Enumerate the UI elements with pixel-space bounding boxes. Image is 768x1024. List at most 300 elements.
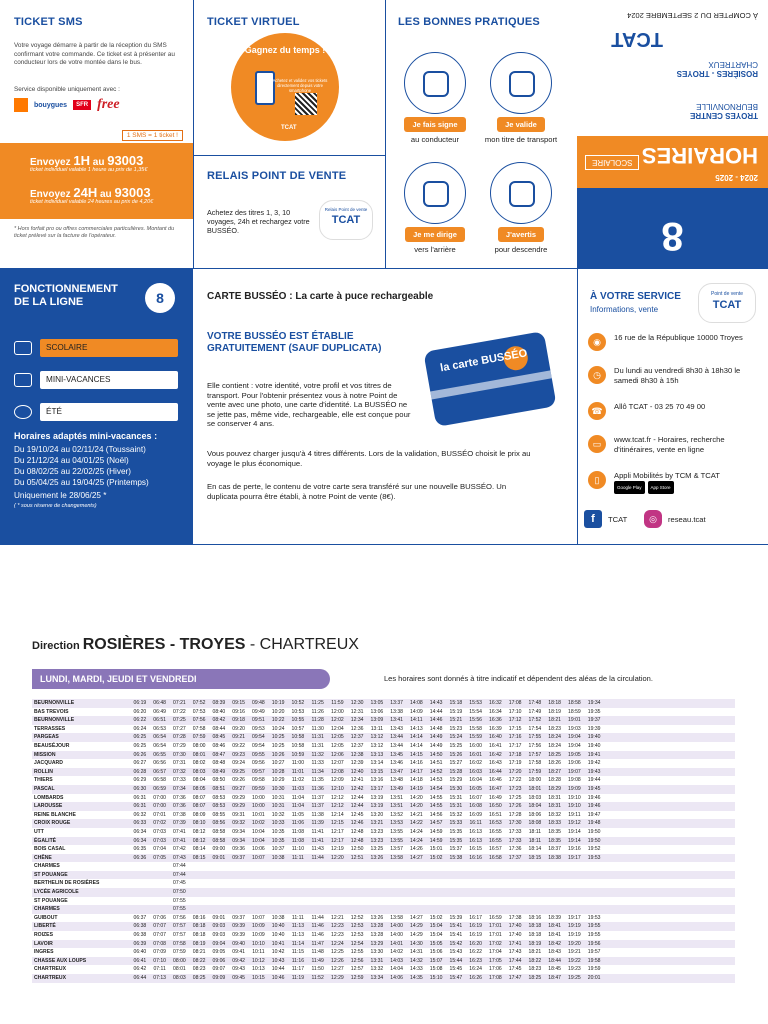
departure-time: 17:57 — [528, 751, 542, 758]
timetable — [32, 699, 735, 983]
departure-time: 08:18 — [192, 932, 206, 939]
departure-time: 14:53 — [429, 777, 443, 784]
departure-time: 08:48 — [212, 760, 226, 767]
departure-time: 16:47 — [489, 785, 502, 792]
stop-name: GUIBOUT — [34, 914, 58, 921]
departure-time: 13:29 — [370, 940, 384, 947]
horaires-box — [577, 136, 768, 188]
sms-orange-box — [0, 143, 193, 219]
departure-time: 18:18 — [528, 932, 542, 939]
departure-time: 16:20 — [469, 940, 482, 947]
departure-time: 16:01 — [469, 751, 482, 758]
departure-time: 19:53 — [587, 854, 601, 861]
departure-time: 09:29 — [232, 803, 245, 810]
departure-time: 09:42 — [232, 957, 245, 964]
votre-service-panel — [578, 269, 768, 544]
departure-time — [387, 897, 407, 906]
departure-time: 09:00 — [212, 846, 226, 853]
departure-time: 14:14 — [410, 734, 423, 741]
timetable-row — [32, 862, 735, 871]
departure-time: 17:37 — [508, 854, 522, 861]
departure-time: 13:52 — [390, 811, 403, 818]
departure-time — [505, 888, 525, 897]
horaires-title: HORAIRES — [641, 143, 758, 168]
departure-time: 11:19 — [291, 975, 305, 981]
departure-time: 10:24 — [271, 725, 285, 732]
timetable-row — [32, 965, 735, 974]
departure-time: 17:43 — [508, 949, 522, 956]
period: Du 08/02/25 au 22/02/25 (Hiver) — [14, 467, 131, 476]
departure-time — [387, 871, 407, 880]
departure-time — [308, 905, 328, 914]
departure-time — [130, 879, 150, 888]
departure-time — [486, 897, 506, 906]
departure-time: 18:31 — [548, 794, 561, 801]
departure-time — [466, 871, 486, 880]
period: Uniquement le 28/06/25 * — [14, 491, 107, 500]
facebook-link[interactable]: f TCAT — [584, 510, 627, 528]
departure-time: 11:17 — [291, 966, 305, 973]
departure-time: 08:50 — [212, 777, 226, 784]
departure-time — [565, 888, 585, 897]
departure-time: 18:03 — [528, 794, 542, 801]
departure-time: 16:46 — [489, 777, 502, 784]
departure-time: 12:50 — [350, 846, 364, 853]
departure-time — [189, 888, 209, 897]
departure-time: 18:28 — [548, 777, 561, 784]
departure-time — [407, 897, 427, 906]
pencil-icon — [14, 341, 32, 355]
departure-time — [486, 871, 506, 880]
departure-time: 19:42 — [587, 760, 601, 767]
departure-time: 15:21 — [449, 717, 463, 724]
departure-time: 12:30 — [350, 700, 364, 706]
departure-time: 13:51 — [390, 803, 403, 810]
departure-time: 10:02 — [252, 820, 265, 827]
departure-time: 12:21 — [331, 914, 344, 921]
departure-time: 17:01 — [489, 932, 502, 939]
departure-time: 12:14 — [331, 811, 344, 818]
departure-time — [486, 879, 506, 888]
departure-time: 08:45 — [212, 734, 226, 741]
google-play-badge[interactable]: Google Play — [614, 481, 645, 495]
departure-time: 12:10 — [331, 785, 344, 792]
departure-time: 14:00 — [390, 932, 403, 939]
app-store-badge[interactable]: App Store — [648, 481, 674, 495]
instagram-link[interactable]: ◎ reseau.tcat — [644, 510, 706, 528]
departure-time — [367, 897, 387, 906]
departure-time: 14:18 — [410, 777, 423, 784]
departure-time: 19:53 — [587, 914, 601, 921]
departure-time: 11:04 — [291, 794, 305, 801]
departure-time: 19:09 — [568, 785, 581, 792]
departure-time: 17:19 — [508, 760, 522, 767]
departure-time: 10:42 — [271, 949, 285, 956]
departure-time: 10:46 — [271, 975, 285, 981]
departure-time — [308, 862, 328, 871]
carte-paragraph-1: Elle contient : votre identité, votre profil et vos titres de transport. Pour l'obtenir présentez vous à notre Point de vente avec une photo, une carte d'identité. La BUSSÉO ne se jette pas, même vide, rechargeable, elle est conçue pour se conserver 4 ans. — [207, 381, 411, 428]
departure-time: 13:51 — [390, 794, 403, 801]
ticket-sms-panel — [0, 0, 193, 268]
departure-time: 09:31 — [232, 811, 245, 818]
departure-time — [249, 897, 269, 906]
departure-time: 19:19 — [568, 923, 581, 930]
stop-name: LAVOIR — [34, 940, 53, 947]
departure-time: 19:25 — [568, 975, 581, 981]
departure-time — [328, 888, 348, 897]
departure-time: 14:29 — [410, 923, 423, 930]
departure-time: 08:55 — [212, 811, 226, 818]
departure-time — [347, 897, 367, 906]
departure-time: 14:20 — [410, 803, 423, 810]
departure-time: 07:09 — [153, 949, 166, 956]
departure-time: 12:42 — [350, 785, 364, 792]
departure-time: 14:32 — [410, 957, 423, 964]
departure-time — [466, 888, 486, 897]
departure-time: 08:00 — [192, 742, 206, 749]
fonctionnement-panel — [0, 269, 193, 544]
departure-time: 06:25 — [133, 734, 147, 741]
departure-time: 17:06 — [489, 966, 502, 973]
departure-time: 17:44 — [508, 957, 522, 964]
departure-time: 15:25 — [449, 742, 463, 749]
departure-time: 18:04 — [528, 803, 542, 810]
departure-time: 16:51 — [489, 811, 502, 818]
departure-time: 18:01 — [528, 785, 542, 792]
departure-time: 07:30 — [173, 751, 186, 758]
departure-time: 07:59 — [192, 734, 206, 741]
departure-time: 07:56 — [192, 717, 206, 724]
service-phone[interactable]: ☎ Allô TCAT - 03 25 70 49 00 — [588, 402, 764, 420]
departure-time: 19:14 — [568, 828, 581, 835]
departure-time: 09:41 — [232, 949, 245, 956]
departure-time: 08:53 — [212, 803, 226, 810]
departure-time: 11:34 — [311, 768, 324, 775]
stop-name: JACQUARD — [34, 760, 63, 767]
departure-time: 12:20 — [331, 854, 344, 861]
departure-time: 12:53 — [350, 923, 364, 930]
departure-time: 14:14 — [410, 742, 423, 749]
timetable-row — [32, 914, 735, 923]
departure-time: 18:37 — [548, 846, 561, 853]
departure-time: 13:26 — [370, 854, 384, 861]
departure-time: 09:07 — [212, 966, 226, 973]
departure-time: 07:41 — [173, 828, 186, 835]
departure-time: 06:31 — [133, 794, 147, 801]
departure-time: 12:56 — [350, 957, 364, 964]
service-web[interactable]: ▭ www.tcat.fr - Horaires, recherche d'itinéraires, vente en ligne — [588, 435, 764, 454]
departure-time: 09:03 — [212, 923, 226, 930]
sms-line-2-sub: ticket individuel valable 24 heures au prix de 4,20€ — [30, 199, 154, 205]
departure-time — [209, 888, 229, 897]
departure-time: 18:24 — [548, 734, 561, 741]
departure-time: 10:09 — [252, 923, 265, 930]
departure-time: 11:49 — [311, 957, 324, 964]
departure-time: 11:25 — [311, 700, 324, 706]
timetable-row — [32, 759, 735, 768]
relais-text: Achetez des titres 1, 3, 10 voyages, 24h et rechargez votre BUSSÉO. — [207, 208, 310, 235]
departure-time: 15:43 — [449, 949, 463, 956]
timetable-row — [32, 776, 735, 785]
departure-time: 12:31 — [350, 708, 364, 715]
departure-time: 13:12 — [370, 742, 384, 749]
departure-time: 10:27 — [271, 760, 285, 767]
departure-time: 09:53 — [252, 725, 265, 732]
departure-time: 07:33 — [173, 777, 186, 784]
departure-time: 11:46 — [311, 932, 324, 939]
departure-time — [150, 871, 170, 880]
departure-time: 06:34 — [133, 828, 147, 835]
departure-time: 17:55 — [528, 734, 542, 741]
departure-time: 18:58 — [568, 700, 581, 706]
departure-time: 10:10 — [252, 940, 265, 947]
departure-time: 11:05 — [291, 811, 305, 818]
departure-time: 07:43 — [173, 854, 186, 861]
departure-time: 18:08 — [528, 820, 542, 827]
service-text: Service disponible uniquement avec : — [14, 86, 120, 93]
departure-time — [486, 905, 506, 914]
departure-time: 15:35 — [449, 828, 463, 835]
departure-time — [446, 862, 466, 871]
departure-time — [505, 897, 525, 906]
departure-time: 17:23 — [508, 785, 522, 792]
departure-time: 08:00 — [173, 957, 186, 964]
departure-time: 16:11 — [469, 820, 482, 827]
departure-time: 09:56 — [252, 760, 265, 767]
departure-time: 15:31 — [449, 794, 463, 801]
departure-time: 15:59 — [469, 734, 482, 741]
departure-time: 10:44 — [271, 966, 285, 973]
departure-time — [446, 888, 466, 897]
timetable-row — [32, 888, 735, 897]
departure-time — [347, 905, 367, 914]
departure-time: 10:32 — [271, 811, 285, 818]
departure-time: 15:04 — [429, 932, 443, 939]
departure-time: 17:22 — [508, 777, 522, 784]
departure-time — [347, 879, 367, 888]
timetable-row — [32, 768, 735, 777]
departure-time — [328, 879, 348, 888]
departure-time: 10:35 — [271, 837, 285, 844]
departure-time — [130, 862, 150, 871]
departure-time: 10:19 — [271, 700, 285, 706]
departure-time: 14:11 — [410, 717, 423, 724]
departure-time: 13:05 — [370, 700, 384, 706]
departure-time: 19:50 — [587, 837, 601, 844]
sms-line-2: Envoyez 24H au 93003 — [30, 185, 151, 200]
reserve-note: ( * sous réserve de changements) — [14, 503, 97, 509]
departure-time: 19:55 — [587, 923, 601, 930]
departure-time: 15:45 — [449, 966, 463, 973]
departure-time: 08:19 — [192, 940, 206, 947]
departure-time: 13:19 — [370, 803, 384, 810]
departure-time — [525, 862, 545, 871]
departure-time: 07:57 — [173, 932, 186, 939]
timetable-row — [32, 733, 735, 742]
departure-time: 10:00 — [252, 794, 265, 801]
departure-time: 15:31 — [449, 803, 463, 810]
departure-time: 11:43 — [311, 846, 324, 853]
departure-time: 16:53 — [489, 820, 502, 827]
timetable-row — [32, 785, 735, 794]
departure-time — [130, 905, 150, 914]
departure-time — [288, 879, 308, 888]
departure-time: 19:39 — [587, 725, 601, 732]
departure-time: 16:55 — [489, 828, 502, 835]
departure-time: 15:29 — [449, 777, 463, 784]
departure-time: 08:14 — [192, 846, 206, 853]
departure-time: 07:36 — [173, 794, 186, 801]
departure-time: 19:04 — [568, 742, 581, 749]
departure-time — [229, 871, 249, 880]
timetable-row — [32, 854, 735, 863]
sms-tag: 1 SMS = 1 ticket ! — [122, 130, 183, 141]
departure-time: 14:31 — [410, 949, 423, 956]
departure-time: 18:18 — [528, 923, 542, 930]
timetable-row — [32, 897, 735, 906]
departure-time — [328, 871, 348, 880]
departure-time: 10:41 — [271, 940, 285, 947]
departure-time: 18:29 — [548, 785, 561, 792]
departure-time — [268, 897, 288, 906]
departure-time: 10:37 — [271, 846, 285, 853]
departure-time: 15:02 — [429, 854, 443, 861]
departure-time: 14:49 — [429, 742, 443, 749]
departure-time: 18:21 — [548, 717, 561, 724]
departure-time: 09:51 — [252, 717, 265, 724]
departure-time: 11:08 — [291, 837, 305, 844]
departure-time — [525, 897, 545, 906]
departure-time: 15:33 — [449, 820, 463, 827]
departure-time — [189, 905, 209, 914]
departure-time: 13:57 — [390, 846, 403, 853]
departure-time: 19:11 — [568, 811, 581, 818]
departure-time: 11:04 — [291, 803, 305, 810]
period: Du 21/12/24 au 04/01/25 (Noël) — [14, 456, 129, 465]
departure-time: 12:51 — [350, 854, 364, 861]
departure-time: 07:34 — [173, 785, 186, 792]
departure-time: 14:27 — [410, 854, 423, 861]
departure-time: 10:29 — [271, 777, 285, 784]
busseo-card-image: la carte BUSSÉO — [423, 331, 556, 427]
stop-name: LYCÉE AGRICOLE — [34, 889, 79, 896]
departure-time — [407, 871, 427, 880]
departure-time: 19:46 — [587, 794, 601, 801]
departure-time: 08:22 — [192, 957, 206, 964]
departure-time: 15:42 — [449, 940, 463, 947]
departure-time: 10:58 — [291, 742, 305, 749]
departure-time: 18:16 — [528, 914, 542, 921]
departure-time: 06:28 — [133, 768, 147, 775]
departure-time: 11:11 — [291, 854, 304, 861]
departure-time: 13:55 — [390, 837, 403, 844]
departure-time: 16:55 — [489, 837, 502, 844]
departure-time: 18:23 — [548, 725, 561, 732]
departure-time: 08:25 — [192, 975, 206, 981]
departure-time: 13:46 — [390, 760, 403, 767]
departure-time: 09:32 — [232, 820, 245, 827]
departure-time — [229, 862, 249, 871]
departure-time: 10:25 — [271, 734, 285, 741]
departure-time: 13:44 — [390, 734, 403, 741]
departure-time: 11:16 — [291, 957, 305, 964]
departure-time: 11:50 — [311, 966, 324, 973]
departure-time: 12:46 — [350, 820, 364, 827]
departure-time: 14:51 — [429, 760, 443, 767]
departure-time: 17:18 — [508, 751, 522, 758]
departure-time: 18:44 — [548, 957, 561, 964]
departure-time: 12:52 — [350, 914, 364, 921]
departure-time: 10:11 — [252, 949, 265, 956]
ticket-virtuel-title: TICKET VIRTUEL — [207, 16, 300, 28]
departure-time — [407, 862, 427, 871]
departure-time: 17:26 — [508, 803, 522, 810]
departure-time: 09:01 — [212, 854, 226, 861]
point-vente-logo: Point de vente TCAT — [698, 283, 756, 323]
departure-time: 06:32 — [133, 811, 147, 818]
start-date: À COMPTER DU 2 SEPTEMBRE 2024 — [627, 11, 758, 20]
departure-time: 06:55 — [153, 751, 166, 758]
departure-time: 14:54 — [429, 785, 443, 792]
departure-time: 13:44 — [390, 742, 403, 749]
departure-time: 16:58 — [489, 854, 502, 861]
departure-time: 14:15 — [410, 751, 423, 758]
departure-time: 07:44 — [173, 871, 186, 878]
departure-time: 06:30 — [133, 785, 147, 792]
departure-time: 09:48 — [252, 700, 265, 706]
timetable-row — [32, 751, 735, 760]
departure-time: 07:53 — [192, 708, 206, 715]
departure-time — [288, 862, 308, 871]
departure-time: 19:47 — [587, 811, 601, 818]
period: Du 19/10/24 au 02/11/24 (Toussaint) — [14, 445, 146, 454]
departure-time: 17:41 — [508, 940, 522, 947]
departure-time: 06:58 — [153, 777, 166, 784]
departure-time: 13:23 — [370, 837, 384, 844]
departure-time: 14:08 — [410, 700, 423, 706]
computer-icon: ▭ — [588, 435, 606, 453]
departure-time: 11:00 — [291, 760, 305, 767]
departure-time: 17:54 — [528, 725, 542, 732]
departure-time: 10:06 — [252, 846, 265, 853]
departure-time: 15:18 — [449, 700, 463, 706]
service-address: ◉ 16 rue de la République 10000 Troyes — [588, 333, 764, 351]
departure-time: 18:15 — [528, 854, 542, 861]
departure-time: 13:37 — [390, 700, 403, 706]
departure-time: 12:44 — [350, 794, 364, 801]
departure-time: 10:31 — [271, 794, 285, 801]
departure-time: 15:02 — [429, 914, 443, 921]
stop-name: ROIZES — [34, 932, 53, 939]
sms-line-1: Envoyez 1H au 93003 — [30, 153, 144, 168]
timetable-row — [32, 811, 735, 820]
departure-time: 13:28 — [370, 932, 384, 939]
years: 2024 - 2025 — [715, 173, 758, 182]
departure-time — [446, 879, 466, 888]
departure-time — [407, 879, 427, 888]
departure-time: 15:10 — [429, 975, 443, 981]
departure-time: 11:59 — [331, 700, 344, 706]
departure-time: 07:07 — [153, 923, 166, 930]
departure-time: 16:09 — [469, 811, 482, 818]
departure-time: 15:39 — [449, 914, 463, 921]
departure-time: 16:50 — [489, 803, 502, 810]
service-hours: ◷ Du lundi au vendredi 8h30 à 18h30 le samedi 8h30 à 15h — [588, 366, 764, 385]
departure-time: 07:52 — [192, 700, 206, 706]
departure-time: 14:57 — [429, 820, 443, 827]
departure-time: 15:58 — [469, 725, 482, 732]
departure-time: 07:39 — [173, 820, 186, 827]
